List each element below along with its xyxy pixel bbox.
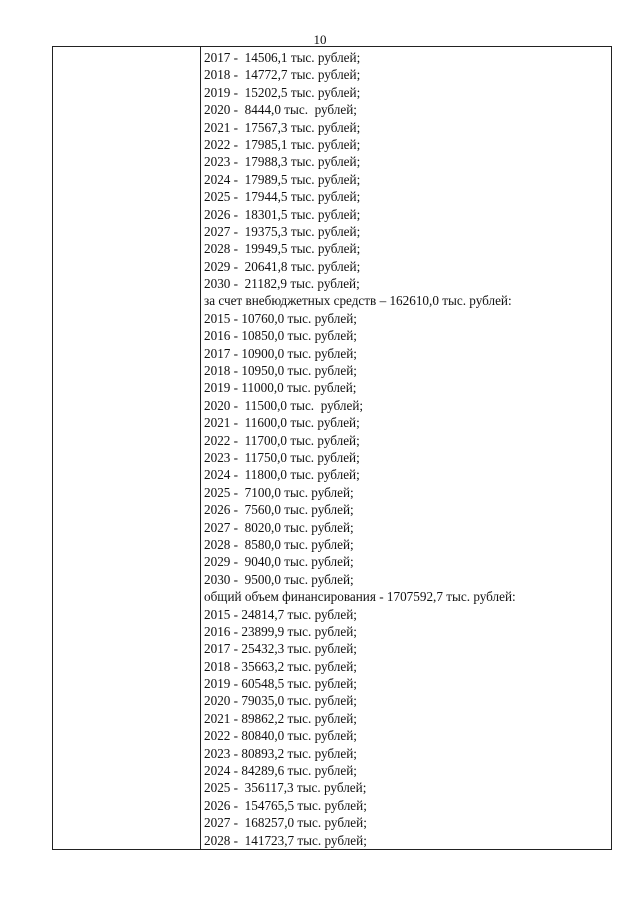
text-line: 2026 - 7560,0 тыс. рублей; <box>204 502 354 518</box>
text-line: 2028 - 8580,0 тыс. рублей; <box>204 536 354 552</box>
text-line: 2016 - 10850,0 тыс. рублей; <box>204 328 357 344</box>
text-line: 2015 - 24814,7 тыс. рублей; <box>204 606 357 622</box>
text-line: 2017 - 25432,3 тыс. рублей; <box>204 641 357 657</box>
text-line: 2021 - 11600,0 тыс. рублей; <box>204 415 360 431</box>
text-line: 2028 - 141723,7 тыс. рублей; <box>204 832 367 848</box>
text-line: 2024 - 17989,5 тыс. рублей; <box>204 171 361 187</box>
text-line: 2024 - 11800,0 тыс. рублей; <box>204 467 360 483</box>
text-line: 2018 - 35663,2 тыс. рублей; <box>204 658 357 674</box>
text-line: общий объем финансирования - 1707592,7 тыс. рублей: <box>204 589 516 605</box>
text-line: 2018 - 10950,0 тыс. рублей; <box>204 363 357 379</box>
page-number: 10 <box>313 32 327 47</box>
text-line: 2022 - 11700,0 тыс. рублей; <box>204 432 360 448</box>
text-line: 2019 - 11000,0 тыс. рублей; <box>204 380 357 396</box>
text-line: 2021 - 17567,3 тыс. рублей; <box>204 119 361 135</box>
text-line: 2027 - 168257,0 тыс. рублей; <box>204 815 367 831</box>
text-line: 2017 - 14506,1 тыс. рублей; <box>204 50 361 65</box>
text-line: 2020 - 11500,0 тыс. рублей; <box>204 397 364 413</box>
text-line: 2018 - 14772,7 тыс. рублей; <box>204 67 361 83</box>
text-line: 2029 - 20641,8 тыс. рублей; <box>204 258 361 274</box>
text-line: 2015 - 10760,0 тыс. рублей; <box>204 310 357 326</box>
text-line: 2020 - 8444,0 тыс. рублей; <box>204 102 357 118</box>
table-left-column <box>53 47 201 849</box>
text-line: 2022 - 80840,0 тыс. рублей; <box>204 728 357 744</box>
text-line: 2028 - 19949,5 тыс. рублей; <box>204 241 361 257</box>
text-line: 2023 - 80893,2 тыс. рублей; <box>204 745 357 761</box>
text-line: 2019 - 60548,5 тыс. рублей; <box>204 676 357 692</box>
text-line: 2027 - 19375,3 тыс. рублей; <box>204 223 361 239</box>
text-line: 2017 - 10900,0 тыс. рублей; <box>204 345 357 361</box>
text-line: 2030 - 21182,9 тыс. рублей; <box>204 276 360 292</box>
text-line: 2027 - 8020,0 тыс. рублей; <box>204 519 354 535</box>
text-line: 2025 - 7100,0 тыс. рублей; <box>204 484 354 500</box>
text-line: 2023 - 11750,0 тыс. рублей; <box>204 449 360 465</box>
text-line: 2025 - 17944,5 тыс. рублей; <box>204 189 361 205</box>
table-right-column <box>204 49 607 849</box>
funding-table <box>52 46 612 850</box>
text-line: за счет внебюджетных средств – 162610,0 тыс. рублей: <box>204 293 512 309</box>
text-line: 2022 - 17985,1 тыс. рублей; <box>204 136 361 152</box>
text-line: 2025 - 356117,3 тыс. рублей; <box>204 780 367 796</box>
text-line: 2026 - 18301,5 тыс. рублей; <box>204 206 361 222</box>
text-line: 2019 - 15202,5 тыс. рублей; <box>204 84 361 100</box>
text-line: 2030 - 9500,0 тыс. рублей; <box>204 571 354 587</box>
text-line: 2026 - 154765,5 тыс. рублей; <box>204 797 367 813</box>
text-line: 2029 - 9040,0 тыс. рублей; <box>204 554 354 570</box>
text-line: 2016 - 23899,9 тыс. рублей; <box>204 623 357 639</box>
text-line: 2020 - 79035,0 тыс. рублей; <box>204 693 357 709</box>
text-line: 2024 - 84289,6 тыс. рублей; <box>204 763 357 779</box>
text-line: 2021 - 89862,2 тыс. рублей; <box>204 710 357 726</box>
text-line: 2023 - 17988,3 тыс. рублей; <box>204 154 361 170</box>
